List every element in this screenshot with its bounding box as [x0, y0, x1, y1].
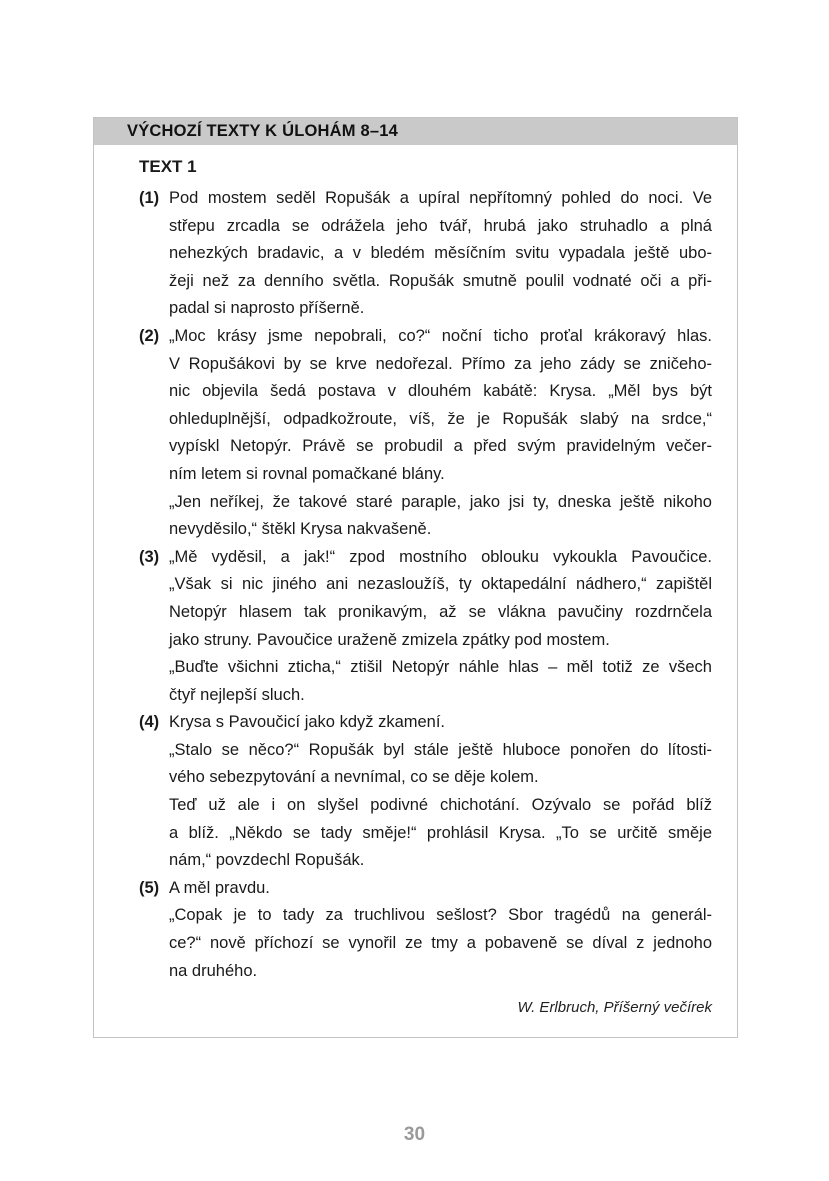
- text-line: nevyděsilo,“ štěkl Krysa nakvašeně.: [169, 520, 432, 539]
- paragraph-item: [139, 323, 712, 544]
- text-line: a blíž. „Někdo se tady směje!“ prohlásil Krysa. „To se určitě směje: [169, 823, 712, 842]
- paragraph-item: [139, 875, 712, 985]
- paragraph-list: [139, 185, 712, 985]
- paragraph-number: (2): [139, 326, 160, 345]
- text-line: Netopýr hlasem tak pronikavým, až se vlákna pavučiny rozdrnčela: [169, 602, 712, 621]
- text-line: ním letem si rovnal pomačkané blány.: [169, 464, 445, 483]
- paragraph-number: (3): [139, 547, 160, 566]
- text-line: „Však si nic jiného ani nezasloužíš, ty oktapedální nádhero,“ zapištěl: [169, 575, 712, 594]
- section-header: VÝCHOZÍ TEXTY K ÚLOHÁM 8–14: [94, 118, 737, 145]
- source-text-body: [94, 145, 737, 1033]
- paragraph-text: [169, 875, 712, 985]
- text-line: čtyř nejlepší sluch.: [169, 685, 305, 704]
- text-line: ce?“ nově příchozí se vynořil ze tmy a pobaveně se díval z jednoho: [169, 934, 712, 953]
- text-line: Krysa s Pavoučicí jako když zkamení.: [169, 713, 446, 732]
- text-line: žeji než za denního světla. Ropušák smutně poulil vodnaté oči a při-: [169, 271, 712, 290]
- page-number: 30: [403, 1124, 426, 1145]
- source-text-box: [93, 117, 738, 1038]
- text-line: vého sebezpytování a nevnímal, co se děje kolem.: [169, 768, 539, 787]
- text-line: nic objevila šedá postava v dlouhém kabátě: Krysa. „Měl bys být: [169, 382, 712, 401]
- text-line: „Mě vyděsil, a jak!“ zpod mostního oblouku vykoukla Pavoučice.: [169, 547, 712, 566]
- text-line: nám,“ povzdechl Ropušák.: [169, 851, 365, 870]
- text-line: „Jen neříkej, že takové staré paraple, jako jsi ty, dneska ještě nikoho: [169, 492, 712, 511]
- paragraph-text: [169, 709, 712, 875]
- paragraph-text: [169, 544, 712, 710]
- paragraph-item: [139, 544, 712, 710]
- text-line: Pod mostem seděl Ropušák a upíral nepřítomný pohled do noci. Ve: [169, 189, 712, 207]
- paragraph-text: [169, 323, 712, 544]
- text-line: „Buďte všichni zticha,“ ztišil Netopýr náhle hlas – měl totiž ze všech: [169, 658, 712, 677]
- paragraph-number: (5): [139, 878, 160, 897]
- text-line: „Copak je to tady za truchlivou sešlost? Sbor tragédů na generál-: [169, 906, 712, 925]
- paragraph-item: [139, 185, 712, 323]
- paragraph-item: [139, 709, 712, 875]
- text-label: TEXT 1: [139, 157, 197, 176]
- text-line: na druhého.: [169, 961, 258, 980]
- paragraph-number: (1): [139, 189, 160, 207]
- text-line: nehezkých bradavic, a v bledém měsíčním svitu vypadala ještě ubo-: [169, 244, 712, 263]
- text-line: jako struny. Pavoučice uraženě zmizela zpátky pod mostem.: [169, 630, 610, 649]
- paragraph-number: (4): [139, 713, 160, 732]
- text-line: ohleduplnější, odpadkožroute, víš, že je Ropušák slabý na srdce,“: [169, 409, 712, 428]
- text-line: vypískl Netopýr. Právě se probudil a před svým pravidelným večer-: [169, 437, 712, 456]
- text-line: střepu zrcadla se odrážela jeho tvář, hrubá jako struhadlo a plná: [169, 216, 712, 235]
- text-line: „Moc krásy jsme nepobrali, co?“ noční ticho proťal krákoravý hlas.: [169, 326, 712, 345]
- text-line: padal si naprosto příšerně.: [169, 299, 365, 318]
- text-line: „Stalo se něco?“ Ropušák byl stále ještě hluboce ponořen do lítosti-: [169, 740, 712, 759]
- paragraph-text: [169, 185, 712, 323]
- text-line: Teď už ale i on slyšel podivné chichotání. Ozývalo se pořád blíž: [169, 796, 712, 815]
- text-line: A měl pravdu.: [169, 878, 270, 897]
- attribution: W. Erlbruch, Příšerný večírek: [517, 999, 712, 1017]
- text-line: V Ropušákovi by se krve nedořezal. Přímo za jeho zády se zničeho-: [169, 354, 712, 373]
